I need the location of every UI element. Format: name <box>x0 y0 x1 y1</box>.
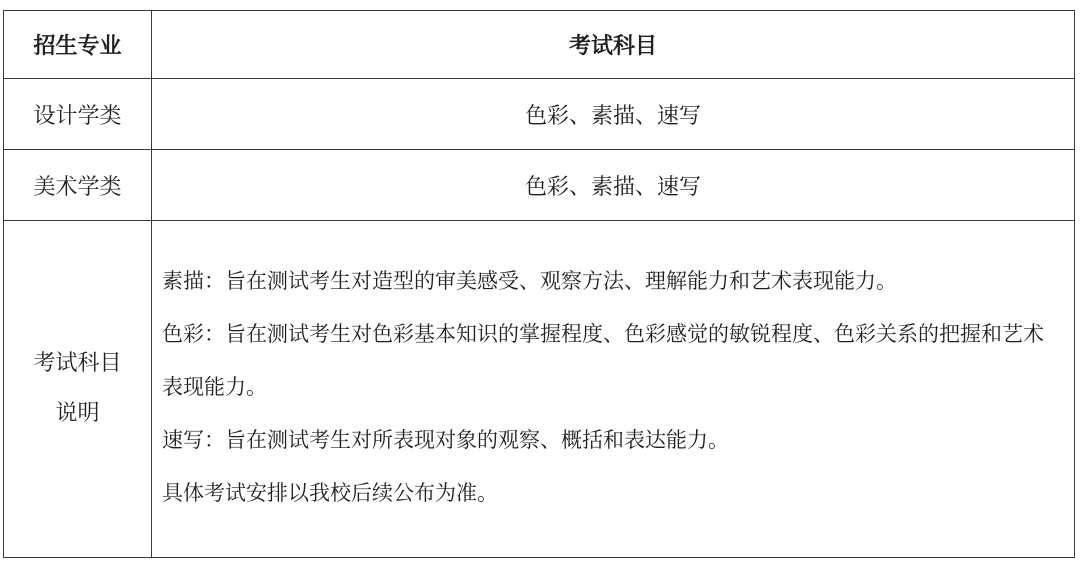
major-design: 设计学类 <box>4 79 152 150</box>
notes-label <box>4 221 152 558</box>
note-arrangement: 具体考试安排以我校后续公布为准。 <box>162 481 498 505</box>
header-subjects: 考试科目 <box>152 11 1075 79</box>
note-color: 色彩：旨在测试考生对色彩基本知识的掌握程度、色彩感觉的敏锐程度、色彩关系的把握和艺术表现能力。 <box>162 322 1044 399</box>
note-sketch: 素描：旨在测试考生对造型的审美感受、观察方法、理解能力和艺术表现能力。 <box>162 269 897 293</box>
subjects-design: 色彩、素描、速写 <box>152 79 1075 150</box>
notes-label-line2: 说明 <box>55 401 100 426</box>
table-row <box>4 79 1075 150</box>
notes-row <box>4 221 1075 558</box>
table-header-row <box>4 11 1075 79</box>
major-fine-arts: 美术学类 <box>4 150 152 221</box>
note-quick-sketch: 速写：旨在测试考生对所表现对象的观察、概括和表达能力。 <box>162 428 729 452</box>
notes-label-line1: 考试科目 <box>33 351 122 376</box>
subjects-fine-arts: 色彩、素描、速写 <box>152 150 1075 221</box>
table-row <box>4 150 1075 221</box>
header-major: 招生专业 <box>4 11 152 79</box>
notes-content <box>152 221 1075 558</box>
exam-subjects-table <box>3 10 1075 558</box>
